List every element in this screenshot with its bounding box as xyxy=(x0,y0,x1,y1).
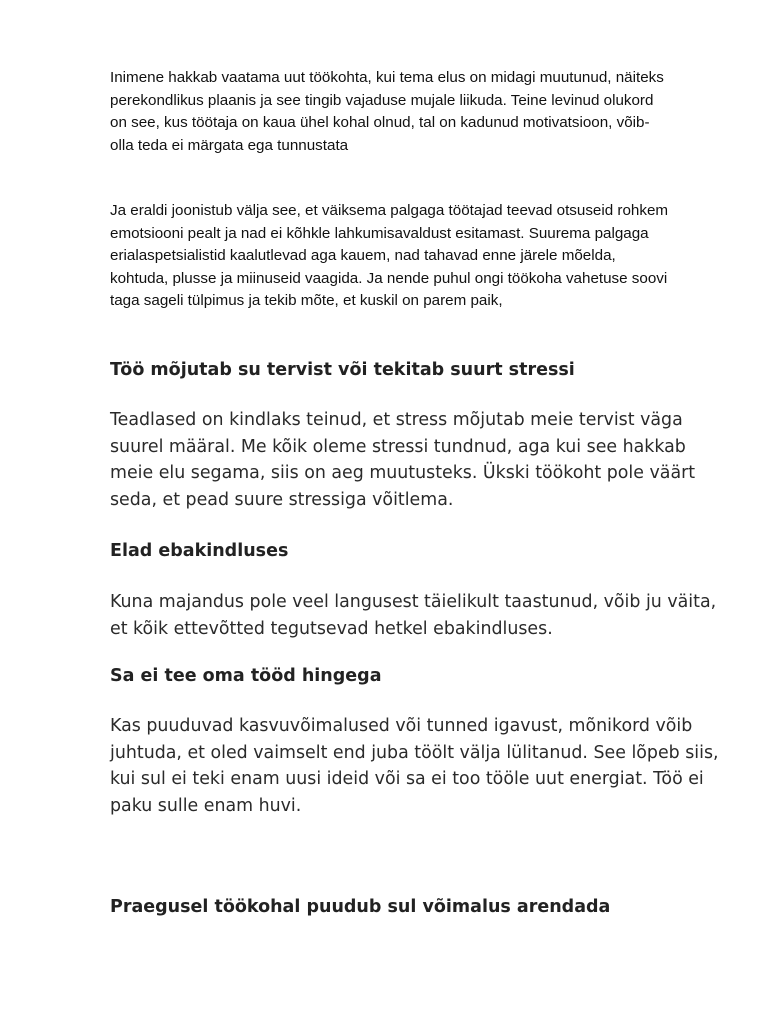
intro-paragraph-2: Ja eraldi joonistub välja see, et väiksema palgaga töötajad teevad otsuseid rohkem emotsiooni pealt ja nad ei kõhkle lahkumisavaldust esitamast. Suurema palgaga erialaspetsialistid kaalutlevad aga kauem, nad tahavad enne järele mõelda, kohtuda, plusse ja miinuseid vaagida. Ja nende puhul ongi töökoha vahetuse soovi taga sageli tülpimus ja tekib mõte, et kuskil on parem paik, xyxy=(110,202,669,309)
section-heading-stress: Töö mõjutab su tervist või tekitab suurt stressi xyxy=(110,360,575,380)
section-heading-passion: Sa ei tee oma tööd hingega xyxy=(110,666,382,686)
section-body-passion: Kas puuduvad kasvuvõimalused või tunned igavust, mõnikord võib juhtuda, et oled vaimselt end juba töölt välja lülitanud. See lõpeb siis, kui sul ei teki enam uusi ideid või sa ei too tööle uut energiat. Töö ei paku sulle enam huvi. xyxy=(110,716,719,816)
section-heading-development: Praegusel töökohal puudub sul võimalus arendada xyxy=(110,897,611,917)
section-body-uncertainty: Kuna majandus pole veel langusest täielikult taastunud, võib ju väita, et kõik ettevõtted tegutsevad hetkel ebakindluses. xyxy=(110,592,717,639)
section-body-stress: Teadlased on kindlaks teinud, et stress mõjutab meie tervist väga suurel määral. Me kõik oleme stressi tundnud, aga kui see hakkab meie elu segama, siis on aeg muutusteks. Ükski töökoht pole väärt seda, et pead suure stressiga võitlema. xyxy=(110,410,696,510)
section-heading-uncertainty: Elad ebakindluses xyxy=(110,541,289,561)
intro-paragraph-1: Inimene hakkab vaatama uut töökohta, kui tema elus on midagi muutunud, näiteks perekondlikus plaanis ja see tingib vajaduse mujale liikuda. Teine levinud olukord on see, kus töötaja on kaua ühel kohal olnud, tal on kadunud motivatsioon, võib-olla teda ei märgata ega tunnustata xyxy=(110,69,664,154)
